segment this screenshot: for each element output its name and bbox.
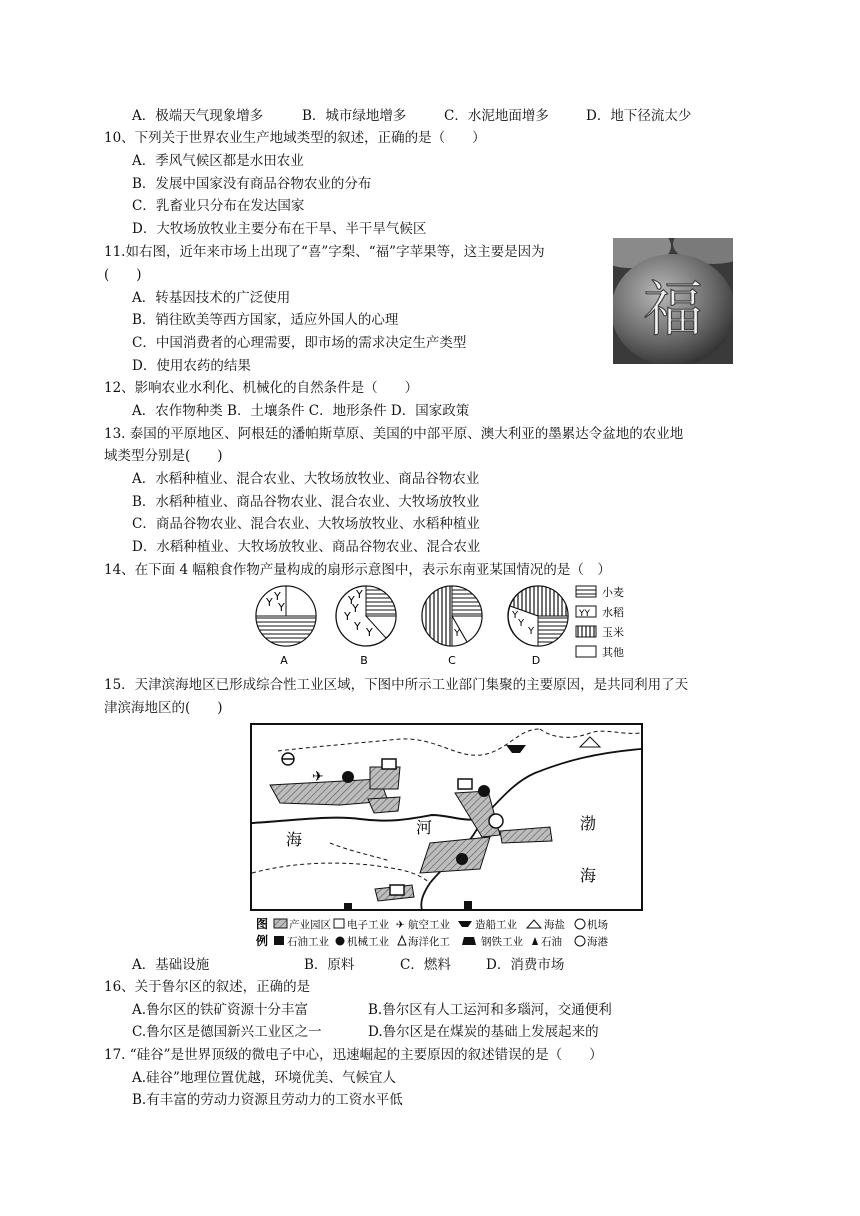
q16-stem: 16、关于鲁尔区的叙述，正确的是 (104, 979, 311, 995)
q15-option-d: D．消费市场 (486, 957, 565, 973)
q9-option-a: A．极端天气现象增多 (132, 108, 264, 124)
q12-options: A．农作物种类 B．土壤条件 C．地形条件 D．国家政策 (132, 403, 470, 419)
q15-options-row (132, 955, 564, 975)
svg-text:Y: Y (512, 610, 519, 621)
q9-option-d: D．地下径流太少 (586, 108, 692, 124)
q9-option-c: C．水泥地面增多 (444, 108, 549, 124)
q13-option-d: D．水稻种植业、大牧场放牧业、商品谷物农业、混合农业 (132, 539, 481, 555)
legend-electronics: 电子工业 (347, 919, 389, 931)
legend-corn: 玉米 (602, 626, 624, 639)
q16-option-a: A.鲁尔区的铁矿资源十分丰富 (132, 1002, 309, 1018)
q15-stem: 15．天津滨海地区已形成综合性工业区域，下图中所示工业部门集聚的主要原因，是共同利用了天 (104, 677, 689, 693)
q15-option-c: C．燃料 (400, 957, 451, 973)
fu-apple-photo (613, 238, 733, 364)
svg-text:Y: Y (278, 601, 285, 614)
pie-b (336, 586, 396, 667)
q13-stem: 13. 泰国的平原地区、阿根廷的潘帕斯草原、美国的中部平原、澳大利亚的墨累达令盆地的农业地 (104, 426, 684, 442)
svg-text:Y: Y (518, 618, 525, 629)
svg-text:Y: Y (274, 590, 281, 603)
pie-b-label: B (360, 654, 368, 667)
svg-text:Y: Y (344, 610, 351, 623)
pie-c-label: C (448, 654, 456, 667)
q15-option-a: A．基础设施 (132, 957, 210, 973)
svg-text:Y: Y (354, 620, 361, 633)
legend-petroleum-industry: 石油工业 (287, 936, 329, 948)
q10-option-a: A．季风气候区都是水田农业 (132, 153, 304, 169)
svg-text:✈: ✈ (396, 919, 405, 931)
legend-steel: 钢铁工业 (481, 936, 523, 948)
q9-option-b: B．城市绿地增多 (302, 108, 407, 124)
q12-stem: 12、影响农业水利化、机械化的自然条件是（ ） (104, 380, 419, 396)
legend-machinery: 机械工业 (347, 936, 389, 948)
legend-wheat: 小麦 (602, 586, 624, 599)
map-label-hai: 海 (286, 830, 303, 849)
legend-seaport: 海港 (587, 936, 608, 948)
q11-option-b: B．销往欧美等西方国家，适应外国人的心理 (132, 312, 399, 328)
apple-fu-char: 福 (643, 275, 703, 345)
legend-marine-chem: 海洋化工 (408, 936, 450, 948)
legend-oil: 石油 (541, 936, 562, 948)
legend-title-tu: 图 (256, 917, 269, 931)
legend-aviation: 航空工业 (408, 919, 450, 931)
svg-text:Y: Y (348, 594, 355, 607)
svg-text:Y: Y (454, 628, 461, 639)
legend-shipbuilding: 造船工业 (475, 919, 517, 931)
q17-option-a: A.硅谷”地理位置优越，环境优美、气候宜人 (132, 1070, 396, 1086)
legend-title-li: 例 (256, 934, 269, 948)
pie-a-label: A (280, 654, 288, 667)
q16-option-c: C.鲁尔区是德国新兴工业区之一 (132, 1024, 322, 1040)
map-legend (256, 917, 608, 948)
q11-option-a: A．转基因技术的广泛使用 (132, 290, 291, 306)
q10-option-b: B．发展中国家没有商品谷物农业的分布 (132, 176, 372, 192)
tianjin-map (250, 723, 658, 951)
pie-d (508, 586, 568, 667)
svg-text:Y: Y (352, 602, 359, 615)
q13-option-b: B．水稻种植业、商品谷物农业、混合农业、大牧场放牧业 (132, 494, 480, 510)
q16-row1 (132, 1000, 612, 1020)
q16-row2 (132, 1022, 599, 1042)
map-label-he: 河 (416, 818, 433, 837)
pie-d-label: D (531, 654, 541, 667)
legend-other: 其他 (602, 646, 624, 659)
q10-option-d: D．大牧场放牧业主要分布在干旱、半干旱气候区 (132, 221, 427, 237)
q11-stem: 11.如右图，近年来市场上出现了“喜”字梨、“福”字苹果等，这主要是因为 (104, 244, 545, 260)
q14-stem: 14、在下面 4 幅粮食作物产量构成的扇形示意图中，表示东南亚某国情况的是（ ） (104, 562, 611, 578)
q11-stem-bracket: ( ) (104, 267, 142, 283)
q13-stem-cont: 域类型分别是( ) (104, 448, 223, 464)
q10-option-c: C．乳畜业只分布在发达国家 (132, 198, 305, 214)
legend-airport: 机场 (587, 919, 608, 931)
q17-stem: 17. “硅谷”是世界顶级的微电子中心，迅速崛起的主要原因的叙述错误的是（ ） (104, 1047, 603, 1063)
svg-text:Y: Y (266, 596, 273, 609)
q11-option-c: C．中国消费者的心理需要，即市场的需求决定生产类型 (132, 335, 467, 351)
q15-option-b: B．原料 (304, 957, 355, 973)
q16-option-b: B.鲁尔区有人工运河和多瑙河，交通便利 (368, 1002, 612, 1018)
svg-text:Y: Y (356, 588, 363, 601)
q15-stem-cont: 津滨海地区的( ) (104, 700, 223, 716)
q11-option-d: D．使用农药的结果 (132, 358, 251, 374)
q16-option-d: D.鲁尔区是在煤炭的基础上发展起来的 (368, 1024, 599, 1040)
map-label-bohai-hai: 海 (580, 866, 597, 885)
pie-legend (576, 585, 624, 659)
legend-park: 产业园区 (289, 919, 331, 931)
pie-a (256, 586, 316, 667)
svg-text:Y: Y (366, 626, 373, 639)
q10-stem: 10、下列关于世界农业生产地域类型的叙述，正确的是（ ） (104, 130, 486, 146)
legend-rice: 水稻 (602, 606, 624, 619)
pie-c (422, 586, 482, 667)
q9-options-row (132, 106, 691, 126)
svg-text:YY: YY (579, 609, 590, 619)
svg-text:Y: Y (528, 626, 535, 637)
q13-option-a: A．水稻种植业、混合农业、大牧场放牧业、商品谷物农业 (132, 471, 480, 487)
svg-text:✈: ✈ (312, 769, 324, 785)
q14-pie-figure (240, 584, 640, 668)
q13-option-c: C．商品谷物农业、混合农业、大牧场放牧业、水稻种植业 (132, 516, 480, 532)
map-label-bo: 渤 (580, 814, 597, 833)
q17-option-b: B.有丰富的劳动力资源且劳动力的工资水平低 (132, 1092, 403, 1108)
legend-sea-salt: 海盐 (544, 919, 565, 931)
